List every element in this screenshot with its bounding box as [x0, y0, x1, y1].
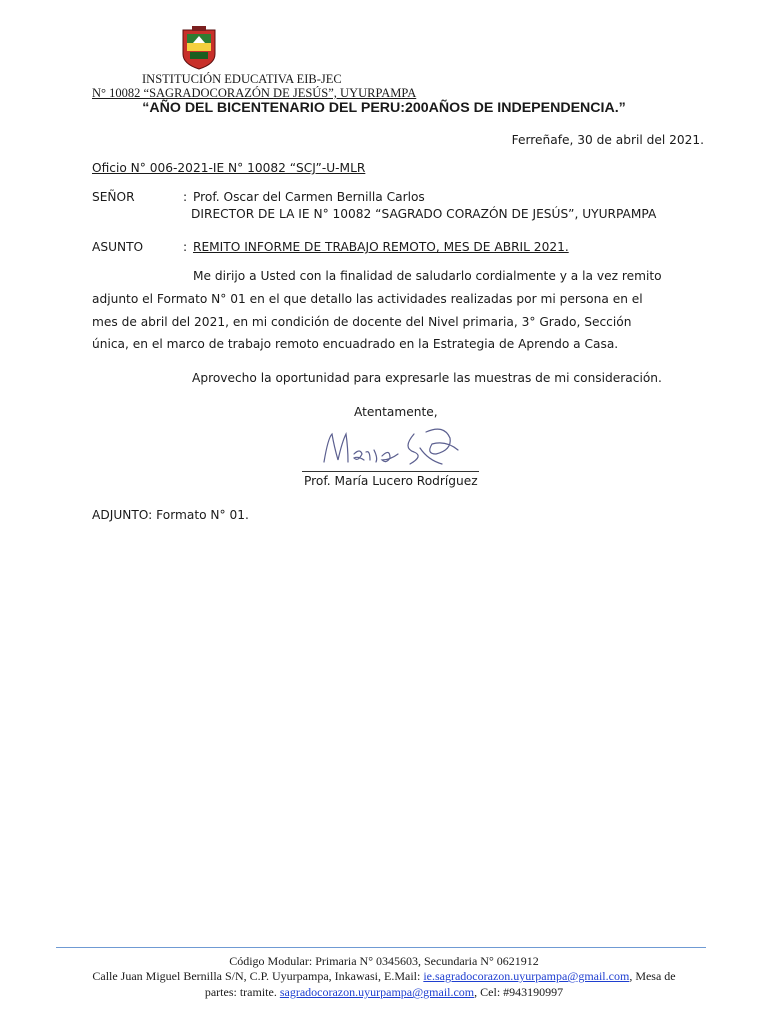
year-motto: “AÑO DEL BICENTENARIO DEL PERU:200AÑOS DE INDEPENDENCIA.” [142, 100, 626, 116]
institution-name: INSTITUCIÓN EDUCATIVA EIB-JEC [142, 72, 342, 86]
footer-contact-text: partes: tramite. [204, 985, 280, 999]
subject-colon: : [183, 240, 188, 254]
body-line: adjunto el Formato N° 01 en el que detallo las actividades realizadas por mi persona en el [92, 292, 643, 306]
body-line: Me dirijo a Usted con la finalidad de saludarlo cordialmente y a la vez remito [193, 269, 662, 283]
attachment-note: ADJUNTO: Formato N° 01. [92, 508, 249, 522]
closing-paragraph: Aprovecho la oportunidad para expresarle las muestras de mi consideración. [192, 371, 662, 385]
signer-name: Prof. María Lucero Rodríguez [304, 474, 478, 488]
footer-divider [56, 947, 706, 948]
school-crest-icon [180, 24, 218, 70]
signature-line [302, 471, 479, 472]
oficio-reference: Oficio N° 006-2021-IE N° 10082 “SCJ”-U-MLR [92, 161, 366, 175]
footer-contact [0, 985, 768, 1001]
handwritten-signature [318, 420, 468, 472]
recipient-title: DIRECTOR DE LA IE N° 10082 “SAGRADO CORAZÓN DE JESÚS”, UYURPAMPA [191, 207, 657, 221]
footer-address-suffix: , Mesa de [629, 969, 676, 983]
footer-address-text: Calle Juan Miguel Bernilla S/N, C.P. Uyurpampa, Inkawasi, E.Mail: [92, 969, 424, 983]
recipient-colon: : [183, 190, 188, 204]
footer-phone: , Cel: #943190997 [474, 985, 564, 999]
recipient-name: Prof. Oscar del Carmen Bernilla Carlos [193, 190, 425, 204]
email-link[interactable]: ie.sagradocorazon.uyurpampa@gmail.com [423, 969, 630, 983]
recipient-label: SEÑOR [92, 190, 135, 204]
subject-label: ASUNTO [92, 240, 144, 254]
body-line: única, en el marco de trabajo remoto encuadrado en la Estrategia de Aprendo a Casa. [92, 337, 619, 351]
letter-date: Ferreñafe, 30 de abril del 2021. [511, 133, 704, 147]
subject-text: REMITO INFORME DE TRABAJO REMOTO, MES DE ABRIL 2021. [193, 240, 569, 254]
institution-number: N° 10082 “SAGRADOCORAZÓN DE JESÚS”, UYURPAMPA [92, 86, 417, 100]
body-line: mes de abril del 2021, en mi condición de docente del Nivel primaria, 3° Grado, Sección [92, 315, 632, 329]
footer-address [0, 969, 768, 985]
email-link[interactable]: sagradocorazon.uyurpampa@gmail.com [279, 985, 475, 999]
footer-codes: Código Modular: Primaria N° 0345603, Secundaria N° 0621912 [229, 954, 539, 968]
salutation: Atentamente, [354, 405, 438, 419]
